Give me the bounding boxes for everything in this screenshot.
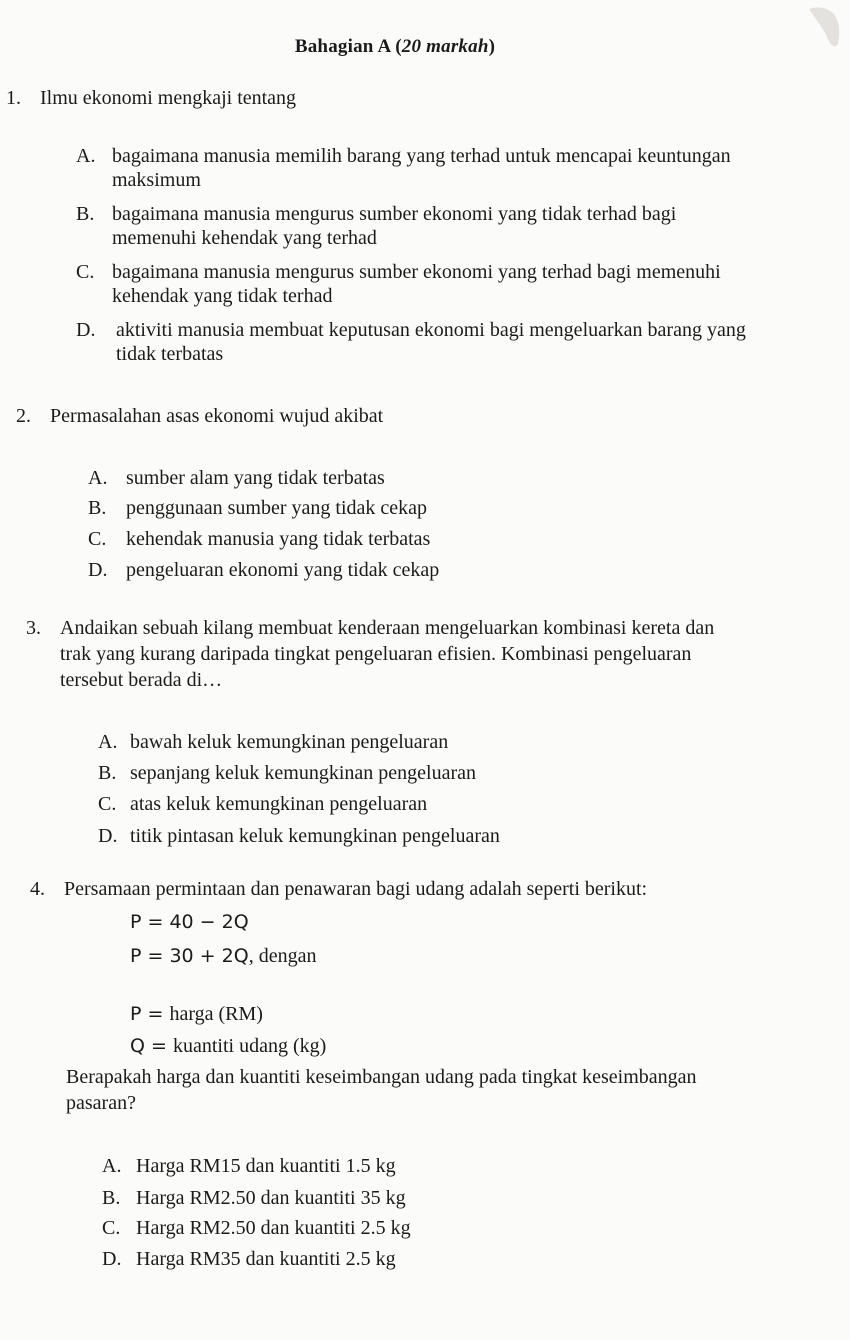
question-4-option-d[interactable]: D. Harga RM35 dan kuantiti 2.5 kg xyxy=(102,1248,396,1270)
question-1-option-b[interactable]: B. bagaimana manusia mengurus sumber ekonomi yang tidak terhad bagi memenuhi kehendak yang terhad xyxy=(76,203,677,249)
question-3-stem: 3. Andaikan sebuah kilang membuat kenderaan mengeluarkan kombinasi kereta dan trak yang kurang daripada tingkat pengeluaran efisien. Kombinasi pengeluaran tersebut berada di… xyxy=(26,617,715,691)
question-4-stem: 4. Persamaan permintaan dan penawaran bagi udang adalah seperti berikut: xyxy=(30,878,648,900)
question-2-option-b[interactable]: B. penggunaan sumber yang tidak cekap xyxy=(88,497,428,519)
question-4-option-c[interactable]: C. Harga RM2.50 dan kuantiti 2.5 kg xyxy=(102,1217,411,1239)
question-1-stem: 1. Ilmu ekonomi mengkaji tentang xyxy=(6,87,297,109)
question-4-option-b[interactable]: B. Harga RM2.50 dan kuantiti 35 kg xyxy=(102,1187,406,1209)
question-3-option-a[interactable]: A. bawah keluk kemungkinan pengeluaran xyxy=(98,731,449,753)
supply-equation: P = 30 + 2Q, dengan xyxy=(130,945,317,967)
equation-suffix: , dengan xyxy=(248,945,317,967)
question-4-prompt: Berapakah harga dan kuantiti keseimbangan udang pada tingkat keseimbangan pasaran? xyxy=(66,1066,697,1114)
question-2-option-d[interactable]: D. pengeluaran ekonomi yang tidak cekap xyxy=(88,559,440,581)
definition-price: P = harga (RM) xyxy=(130,1003,263,1025)
section-title: Bahagian A (20 markah) xyxy=(294,36,496,57)
question-2-stem: 2. Permasalahan asas ekonomi wujud akibat xyxy=(16,405,384,427)
question-1-option-c[interactable]: C. bagaimana manusia mengurus sumber ekonomi yang terhad bagi memenuhi kehendak yang tidak terhad xyxy=(76,261,721,307)
question-3-option-c[interactable]: C. atas keluk kemungkinan pengeluaran xyxy=(98,793,428,815)
paper-smudge-icon xyxy=(804,4,844,54)
question-3-option-b[interactable]: B. sepanjang keluk kemungkinan pengeluaran xyxy=(98,762,476,784)
marks-label: 20 markah xyxy=(401,36,489,57)
definition-quantity: Q = kuantiti udang (kg) xyxy=(130,1035,327,1057)
question-1-option-a[interactable]: A. bagaimana manusia memilih barang yang terhad untuk mencapai keuntungan maksimum xyxy=(76,145,731,191)
question-2-option-a[interactable]: A. sumber alam yang tidak terbatas xyxy=(88,467,385,489)
question-1-option-d[interactable]: D. aktiviti manusia membuat keputusan ekonomi bagi mengeluarkan barang yang tidak terbatas xyxy=(76,319,746,365)
question-2-option-c[interactable]: C. kehendak manusia yang tidak terbatas xyxy=(88,528,431,550)
demand-equation: P = 40 − 2Q xyxy=(130,911,249,933)
question-3-option-d[interactable]: D. titik pintasan keluk kemungkinan pengeluaran xyxy=(98,825,500,847)
question-4-option-a[interactable]: A. Harga RM15 dan kuantiti 1.5 kg xyxy=(102,1155,396,1177)
